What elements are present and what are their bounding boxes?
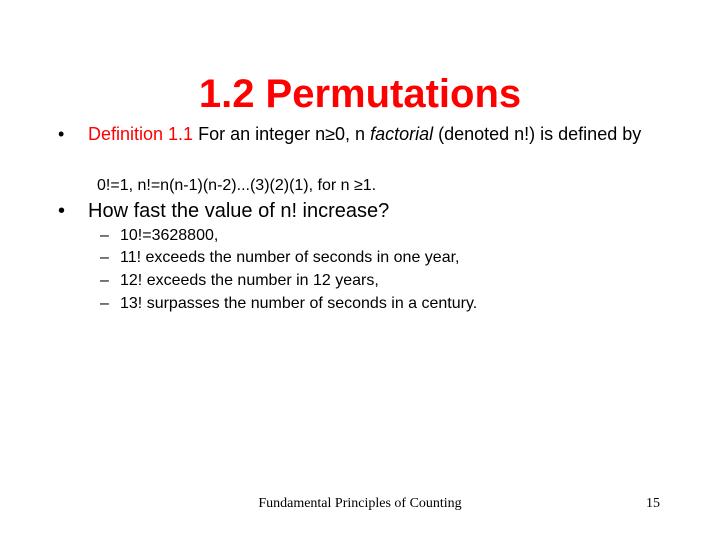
dash-marker: – [100,249,109,266]
definition-label: Definition 1.1 [88,124,194,144]
page-number: 15 [646,496,660,511]
sub-item-text: 10!=3628800, [120,227,219,244]
definition-text-before: For an integer n≥0, n [193,124,371,144]
definition-text [88,124,648,145]
dash-marker: – [100,295,109,312]
slide-footer: Fundamental Principles of Counting [258,496,462,511]
definition-text-after: (denoted n!) is defined by [433,124,642,144]
bullet-marker: • [58,124,65,144]
bullet-marker: • [58,200,66,222]
definition-term: factorial [370,124,434,144]
dash-marker: – [100,227,109,244]
sub-item-text: 11! exceeds the number of seconds in one year, [120,249,460,266]
sub-item-text: 12! exceeds the number in 12 years, [120,272,379,289]
sub-item-text: 13! surpasses the number of seconds in a century. [120,295,478,312]
factorial-formula: 0!=1, n!=n(n-1)(n-2)...(3)(2)(1), for n ≥1. [97,177,377,194]
question-text: How fast the value of n! increase? [88,200,390,222]
dash-marker: – [100,272,109,289]
slide-title: 1.2 Permutations [198,72,522,116]
